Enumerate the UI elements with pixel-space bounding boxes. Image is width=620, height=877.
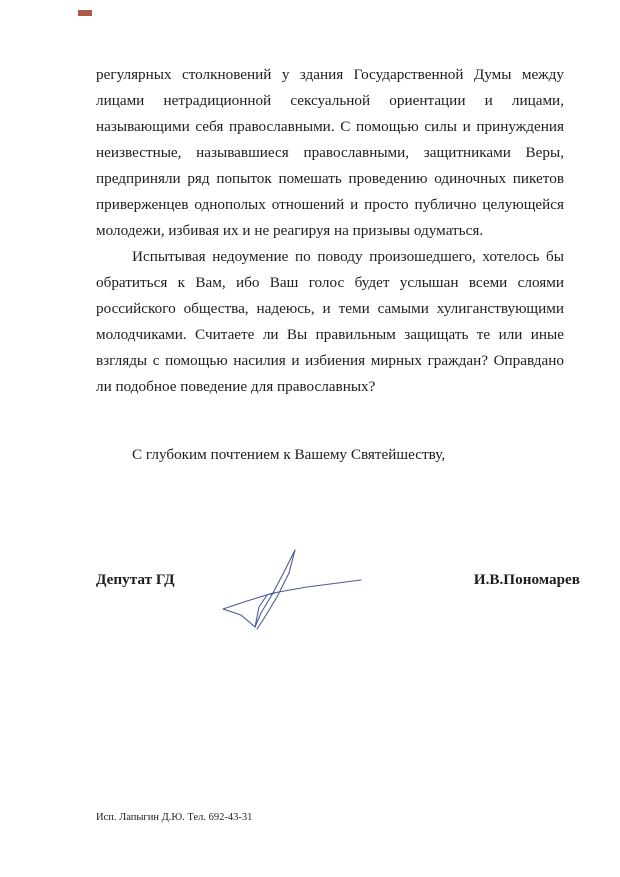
letter-body xyxy=(96,62,564,400)
page-corner-mark xyxy=(78,10,92,16)
signatory-name: И.В.Пономарев xyxy=(473,571,580,588)
letter-paragraph-2: Испытывая недоумение по поводу произошедшего, хотелось бы обратиться к Вам, ибо Ваш голос будет услышан всеми слоями российского общества, надеюсь, и теми самыми хулиганствующими молодчиками. Считаете ли Вы правильным защищать те или иные взгляды с помощью насилия и избиения мирных граждан? Оправдано ли подобное поведение для православных? xyxy=(96,248,564,395)
letter-paragraph-1: регулярных столкновений у здания Государственной Думы между лицами нетрадиционной сексуальной ориентации и лицами, называющими себя православными. С помощью силы и принуждения неизвестные, называвшиеся православными, защитниками Веры, предприняли ряд попыток помешать проведению одиночных пикетов приверженцев однополых отношений и просто публично целующейся молодежи, избивая их и не реагируя на призывы одуматься. xyxy=(96,66,564,239)
handwritten-signature xyxy=(215,545,370,635)
executor-note: Исп. Лапыгин Д.Ю. Тел. 692-43-31 xyxy=(96,812,253,823)
signatory-title: Депутат ГД xyxy=(96,571,175,588)
closing-line: С глубоким почтением к Вашему Святейшеству, xyxy=(132,446,446,463)
